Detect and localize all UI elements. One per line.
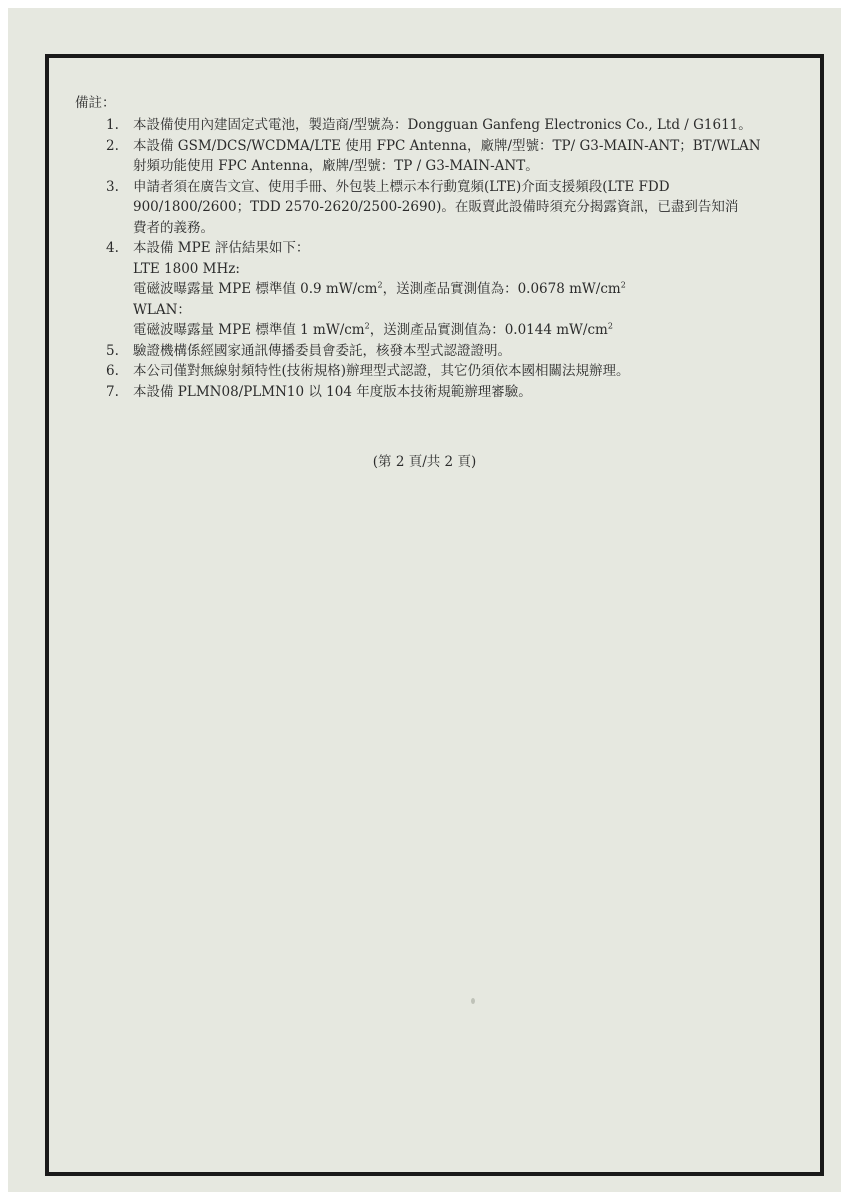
remark-text: 本公司僅對無線射頻特性(技術規格)辦理型式認證，其它仍須依本國相關法規辦理。	[133, 363, 630, 379]
remark-item-5	[106, 341, 796, 362]
remark-text: 射頻功能使用 FPC Antenna，廠牌/型號：TP / G3-MAIN-ANT。	[133, 158, 539, 174]
remark-item-4	[106, 238, 796, 341]
remarks-title: 備註：	[75, 95, 116, 111]
remark-item-3	[106, 177, 796, 239]
unit-superscript: 2	[377, 280, 383, 290]
remark-number: 2.	[106, 137, 119, 154]
unit-superscript: 2	[607, 321, 613, 331]
remark-text: 本設備 GSM/DCS/WCDMA/LTE 使用 FPC Antenna，廠牌/型號：TP/ G3-MAIN-ANT；BT/WLAN	[133, 137, 761, 154]
remark-text: 本設備使用內建固定式電池，製造商/型號為：Dongguan Ganfeng Electronics Co., Ltd / G1611。	[133, 117, 752, 133]
remark-text: 費者的義務。	[133, 219, 214, 236]
wlan-mpe-standard: 電磁波曝露量 MPE 標準值 1 mW/cm	[133, 322, 365, 338]
remark-item-1	[106, 115, 796, 136]
remark-text: 本設備 PLMN08/PLMN10 以 104 年度版本技術規範辦理審驗。	[133, 383, 532, 400]
wlan-mpe-measured: ，送測產品實測值為：0.0144 mW/cm	[369, 322, 608, 338]
page-number: (第 2 頁/共 2 頁)	[372, 454, 477, 470]
wlan-mpe-line	[133, 320, 796, 341]
lte-mpe-line	[133, 279, 796, 300]
unit-superscript: 2	[364, 321, 370, 331]
remark-text: 申請者須在廣告文宣、使用手冊、外包裝上標示本行動寬頻(LTE)介面支援頻段(LTE FDD	[133, 178, 670, 195]
remark-item-2	[106, 136, 796, 177]
remark-item-7	[106, 382, 796, 403]
mpe-title: 本設備 MPE 評估結果如下：	[133, 240, 310, 256]
remark-item-6	[106, 361, 796, 382]
lte-band-label: LTE 1800 MHz:	[133, 260, 240, 277]
remark-text: 900/1800/2600；TDD 2570-2620/2500-2690)。在販賣此設備時須充分揭露資訊，已盡到告知消	[133, 199, 739, 215]
remark-number: 5.	[106, 342, 119, 359]
wlan-label: WLAN：	[133, 301, 191, 318]
remark-number: 3.	[106, 178, 119, 195]
remarks-list	[106, 115, 796, 402]
unit-superscript: 2	[620, 280, 626, 290]
scan-speck	[471, 998, 475, 1004]
lte-mpe-measured: ，送測產品實測值為：0.0678 mW/cm	[382, 281, 621, 297]
remark-number: 6.	[106, 363, 119, 379]
remark-number: 7.	[106, 383, 119, 400]
lte-mpe-standard: 電磁波曝露量 MPE 標準值 0.9 mW/cm	[133, 281, 378, 297]
remark-number: 4.	[106, 240, 119, 256]
remark-number: 1.	[106, 117, 119, 133]
remark-text: 驗證機構係經國家通訊傳播委員會委託，核發本型式認證證明。	[133, 342, 511, 359]
